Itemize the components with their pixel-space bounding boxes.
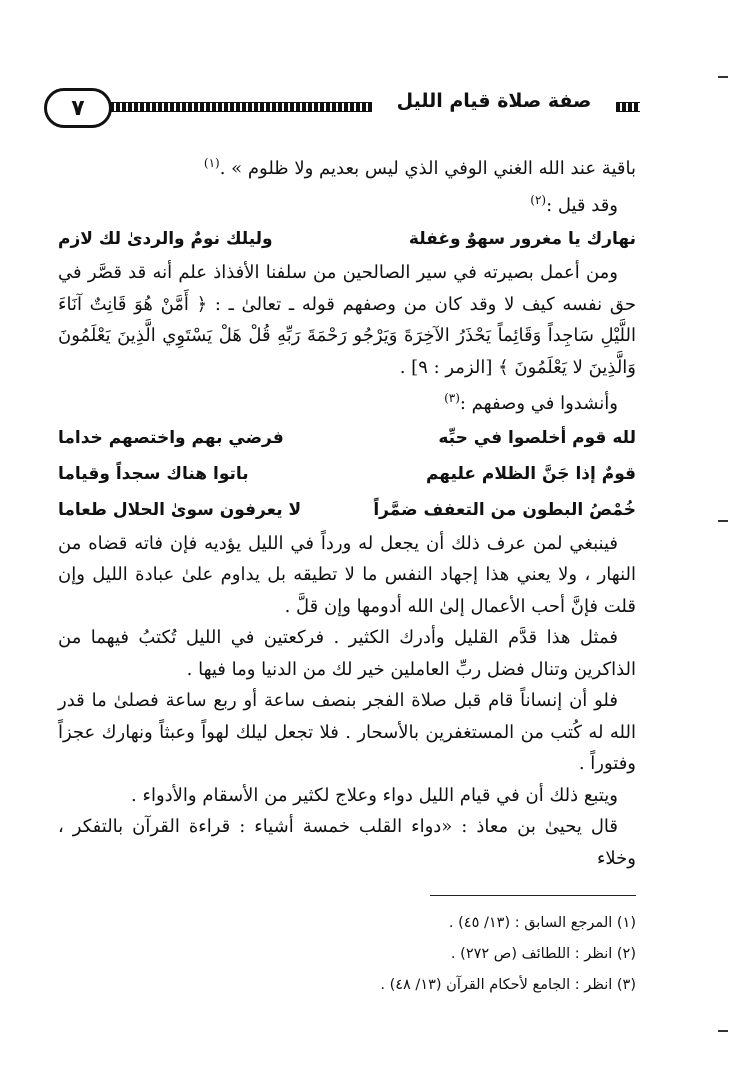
paragraph: وأنشدوا في وصفهم :$^{(٣)}$ [444,391,618,414]
paragraph: وقد قيل :$^{(٢)}$ [530,192,618,216]
footnotes [200,908,636,1001]
paragraph: باقية عند الله الغني الوفي الذي ليس بعديم ولا ظلوم » .$^{(١)}$ [203,156,636,179]
running-title: صفة صلاة قيام الليل [396,90,592,112]
hemistich-second: وليلك نومٌ والردىٰ لك لازم [58,229,273,249]
page-number: ٧ [71,95,85,121]
margin-mark [718,1030,728,1032]
footnote-divider [430,895,636,896]
hemistich-second: باتوا هناك سجداً وقياما [58,463,249,484]
footnote: (١) المرجع السابق : (١٣/ ٤٥) . [448,915,636,931]
hemistich-second: فرضي بهم واختصهم خداما [58,427,284,448]
page-number-badge [44,88,112,128]
paragraph: فينبغي لمن عرف ذلك أن يجعل له ورداً في الليل يؤديه فإن فاته قضاه من النهار ، ولا يعني هذا إجهاد النفس ما لا تطيقه بل يداوم علىٰ عبادة الليل وإن قلت فإنَّ أحب الأعمال إلىٰ الله أدومها وإن قلَّ . [58,532,636,617]
paragraph: قال يحيىٰ بن معاذ : «دواء القلب خمسة أشياء : قراءة القرآن بالتفكر ، وخلاء [58,816,636,869]
footnote-ref: (٢) [530,192,547,207]
header-ornament-rule [110,102,372,112]
hemistich-first: لله قوم أخلصوا في حبِّه [438,427,636,448]
verse-line [58,492,636,528]
paragraph: فلو أن إنساناً قام قبل صلاة الفجر بنصف ساعة أو ربع ساعة فصلىٰ ما قدر الله له كُتب من المستغفرين بالأسحار . فلا تجعل ليلك لهواً وعبثاً ونهارك عجزاً وفتوراً . [58,690,636,774]
paragraph: ويتبع ذلك أن في قيام الليل دواء وعلاج لكثير من الأسقام والأدواء . [131,784,618,806]
paragraph: فمثل هذا قدَّم القليل وأدرك الكثير . فركعتين في الليل تُكتبُ فيهما من الذاكرين وتنال فضل ربِّ العاملين خير لك من الدنيا وما فيها . [58,627,636,680]
header-ornament-rule [616,102,640,112]
footnote: (٢) انظر : اللطائف (ص ٢٧٢) . [450,946,636,962]
hemistich-second: لا يعرفون سوىٰ الحلال طعاما [58,499,302,520]
hemistich-first: خُمْصُ البطون من التعفف ضمَّراً [373,499,636,520]
margin-mark [718,520,728,522]
footnote: (٣) انظر : الجامع لأحكام القرآن (١٣/ ٤٨) . [380,977,636,993]
footnote-ref: (٣) [444,391,460,405]
hemistich-first: نهارك يا مغرور سهوٌ وغفلة [408,229,636,249]
verse-line [58,221,636,257]
margin-mark [718,76,728,78]
page-header [44,82,646,132]
hemistich-first: قومٌ إذا جَنَّ الظلام عليهم [425,463,636,484]
footnote-ref: (١) [203,156,220,170]
verse-line [58,456,636,492]
verse-line [58,420,636,456]
page-body [58,148,636,874]
paragraph: ومن أعمل بصيرته في سير الصالحين من سلفنا الأفذاذ علم أنه قد قصَّر في حق نفسه كيف لا وقد كان من وصفهم قوله ـ تعالىٰ ـ : ﴿ أَمَّنْ هُوَ قَانِتٌ آنَاءَ اللَّيْلِ سَاجِداً وَقَائِماً يَحْذَرُ الآخِرَةَ وَيَرْجُو رَحْمَةَ رَبِّهِ قُلْ هَلْ يَسْتَوِي الَّذِينَ يَعْلَمُونَ وَالَّذِينَ لا يَعْلَمُونَ ﴾ [الزمر : ٩] . [58,262,636,378]
